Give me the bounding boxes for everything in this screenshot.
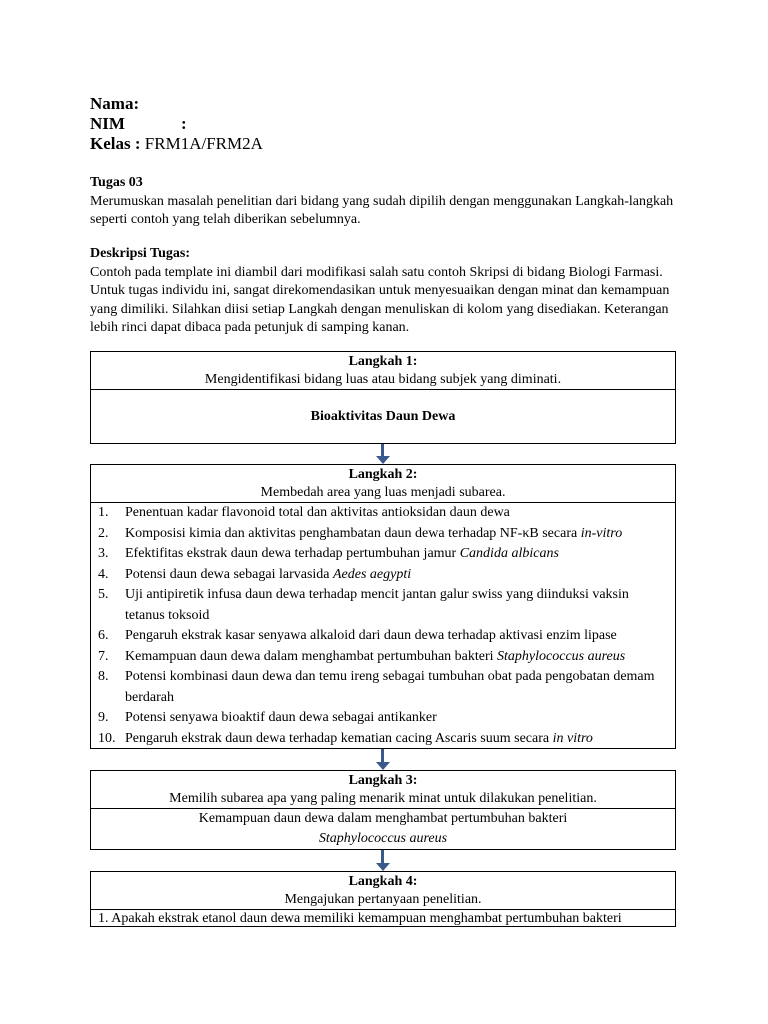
langkah3-answer-line1: Kemampuan daun dewa dalam menghambat pertumbuhan bakteri bbox=[198, 811, 568, 826]
langkah4-item-text: Apakah ekstrak etanol daun dewa memiliki kemampuan menghambat pertumbuhan bakteri bbox=[111, 911, 622, 926]
kelas-row bbox=[90, 134, 263, 154]
deskripsi-body: Contoh pada template ini diambil dari modifikasi salah satu contoh Skripsi di bidang Biologi Farmasi. Untuk tugas individu ini, sangat direkomendasikan untuk menyesuaikan dengan minat dan kemampuan yang dimiliki. Silahkan diisi setiap Langkah dengan menuliskan di kolom yang disediakan. Keterangan lebih rinci dapat dibaca pada petunjuk di samping kanan. bbox=[90, 264, 670, 336]
langkah1-header bbox=[91, 352, 675, 390]
langkah2-desc: Membedah area yang luas menjadi subarea. bbox=[260, 485, 506, 500]
nama-row bbox=[90, 94, 263, 114]
list-item bbox=[91, 647, 675, 668]
nama-label: Nama: bbox=[90, 94, 140, 113]
langkah3-title: Langkah 3: bbox=[348, 773, 418, 788]
list-item-text: Pengaruh ekstrak kasar senyawa alkaloid dari daun dewa terhadap aktivasi enzim lipase bbox=[125, 628, 617, 643]
student-header bbox=[90, 94, 263, 154]
langkah1-title: Langkah 1: bbox=[348, 354, 418, 369]
langkah4-box bbox=[90, 871, 676, 927]
langkah4-item-num: 1. bbox=[98, 911, 109, 926]
deskripsi-title: Deskripsi Tugas: bbox=[90, 246, 190, 261]
list-item-number: 2. bbox=[98, 525, 109, 541]
langkah4-header bbox=[91, 872, 675, 910]
langkah2-box bbox=[90, 464, 676, 749]
langkah1-answer: Bioaktivitas Daun Dewa bbox=[310, 409, 456, 424]
nim-label: NIM bbox=[90, 114, 125, 133]
list-item bbox=[91, 626, 675, 647]
list-item-number: 4. bbox=[98, 566, 109, 582]
arrow-down-icon bbox=[376, 444, 390, 464]
langkah2-list bbox=[91, 503, 675, 749]
langkah2-title: Langkah 2: bbox=[348, 467, 418, 482]
list-item-text: Kemampuan daun dewa dalam menghambat pertumbuhan bakteri Staphylococcus aureus bbox=[125, 648, 626, 664]
list-item-text: Potensi senyawa bioaktif daun dewa sebagai antikanker bbox=[125, 710, 437, 725]
list-item bbox=[91, 524, 675, 545]
list-item bbox=[91, 708, 675, 729]
langkah3-answer-line2: Staphylococcus aureus bbox=[318, 831, 448, 846]
list-item-number: 10. bbox=[98, 730, 116, 746]
list-item bbox=[91, 667, 675, 708]
list-item-number: 1. bbox=[98, 505, 109, 520]
arrow-down-icon bbox=[376, 850, 390, 871]
langkah1-desc: Mengidentifikasi bidang luas atau bidang subjek yang diminati. bbox=[204, 372, 562, 387]
langkah3-box bbox=[90, 770, 676, 850]
langkah4-item bbox=[91, 910, 675, 927]
list-item bbox=[91, 585, 675, 626]
tugas-title: Tugas 03 bbox=[90, 175, 143, 190]
list-item bbox=[91, 503, 675, 524]
langkah2-header bbox=[91, 465, 675, 503]
list-item-text: Uji antipiretik infusa daun dewa terhadap mencit jantan galur swiss yang diinduksi vaksin tetanus toksoid bbox=[125, 587, 629, 623]
list-item-number: 5. bbox=[98, 587, 109, 602]
list-item-text: Potensi kombinasi daun dewa dan temu ireng sebagai tumbuhan obat pada pengobatan demam berdarah bbox=[125, 669, 655, 705]
nim-row bbox=[90, 114, 263, 134]
arrow-down-icon bbox=[376, 749, 390, 770]
kelas-value: FRM1A/FRM2A bbox=[144, 134, 263, 153]
list-item-number: 9. bbox=[98, 710, 109, 725]
list-item-text: Potensi daun dewa sebagai larvasida Aedes aegypti bbox=[125, 566, 412, 582]
tugas-body: Merumuskan masalah penelitian dari bidang yang sudah dipilih dengan menggunakan Langkah-langkah seperti contoh yang telah diberikan sebelumnya. bbox=[90, 193, 674, 228]
tugas-section bbox=[90, 174, 680, 230]
list-item-text: Komposisi kimia dan aktivitas penghambatan daun dewa terhadap NF-κB secara in-vitro bbox=[125, 525, 623, 541]
list-item-number: 6. bbox=[98, 628, 109, 643]
nim-colon: : bbox=[180, 114, 187, 133]
kelas-label: Kelas : bbox=[90, 134, 141, 153]
langkah4-title: Langkah 4: bbox=[348, 874, 418, 889]
list-item-number: 3. bbox=[98, 546, 109, 561]
list-item-number: 7. bbox=[98, 648, 109, 664]
list-item bbox=[91, 544, 675, 565]
langkah3-answer bbox=[91, 809, 675, 850]
list-item bbox=[91, 565, 675, 586]
list-item-text: Efektifitas ekstrak daun dewa terhadap pertumbuhan jamur Candida albicans bbox=[125, 546, 559, 561]
list-item-text: Pengaruh ekstrak daun dewa terhadap kematian cacing Ascaris suum secara in vitro bbox=[125, 730, 593, 746]
langkah3-desc: Memilih subarea apa yang paling menarik minat untuk dilakukan penelitian. bbox=[169, 791, 597, 806]
langkah4-desc: Mengajukan pertanyaan penelitian. bbox=[284, 892, 482, 907]
list-item bbox=[91, 729, 675, 750]
deskripsi-section bbox=[90, 245, 680, 338]
langkah1-box bbox=[90, 351, 676, 444]
langkah3-header bbox=[91, 771, 675, 809]
list-item-text: Penentuan kadar flavonoid total dan aktivitas antioksidan daun dewa bbox=[125, 505, 510, 520]
list-item-number: 8. bbox=[98, 669, 109, 684]
